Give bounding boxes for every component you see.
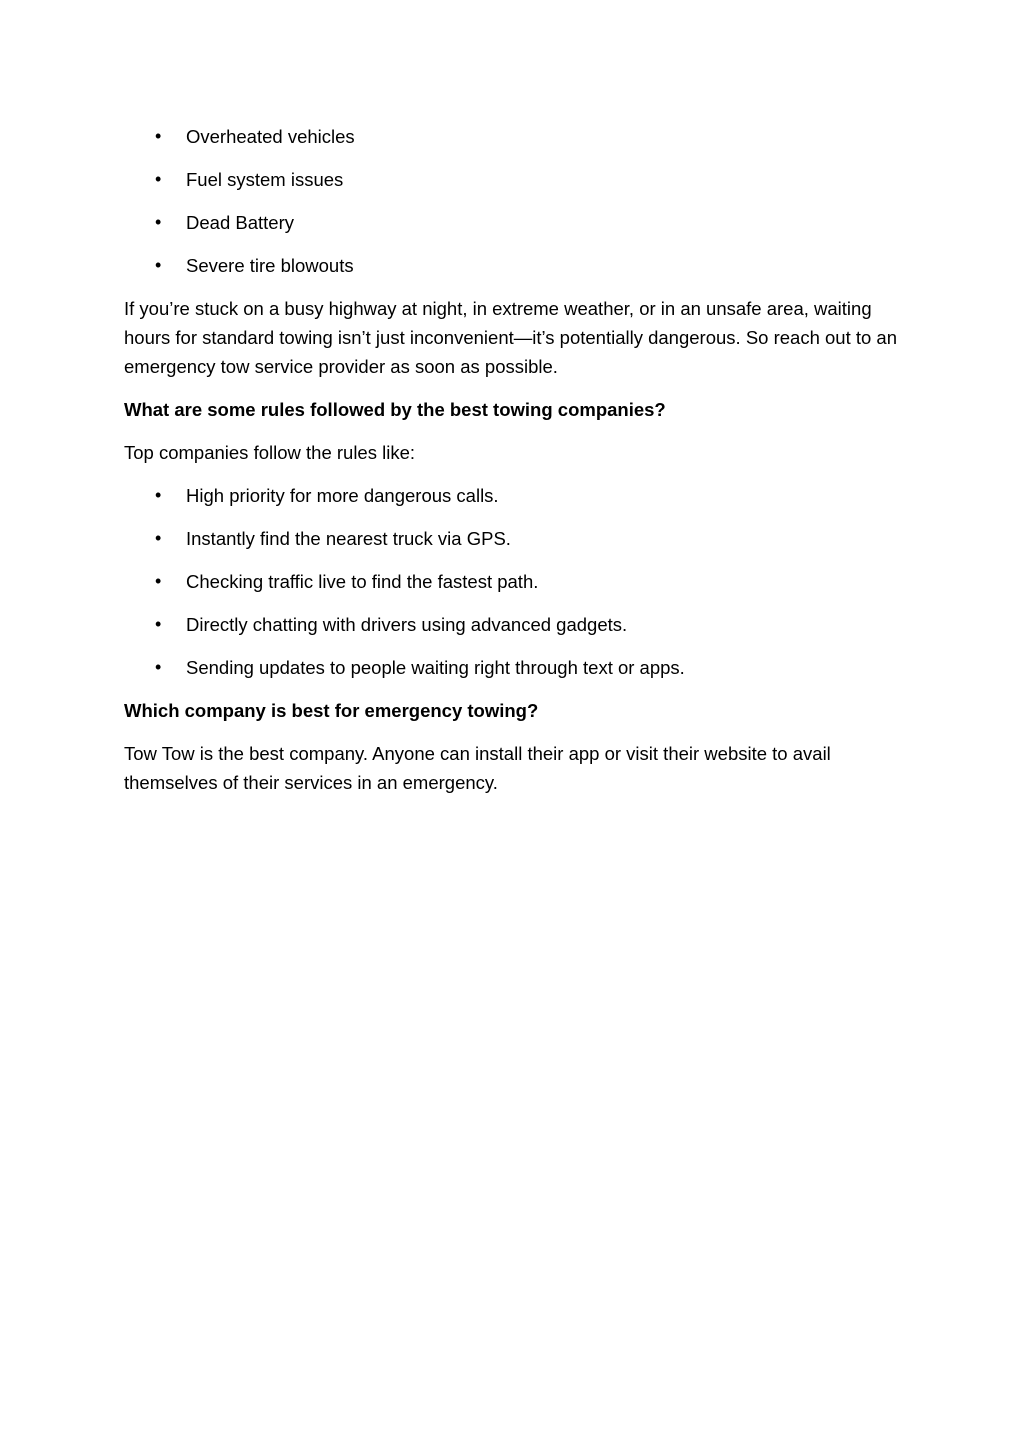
list-item	[124, 122, 904, 151]
danger-paragraph: If you’re stuck on a busy highway at night, in extreme weather, or in an unsafe area, waiting hours for standard towing isn’t just inconvenient—it’s potentially dangerous. So reach out to an emergency tow service provider as soon as possible.	[124, 298, 898, 377]
list-item-text: Sending updates to people waiting right through text or apps.	[186, 657, 685, 678]
list-item	[124, 165, 904, 194]
rules-list	[124, 481, 904, 682]
list-item	[124, 653, 904, 682]
best-company-paragraph: Tow Tow is the best company. Anyone can install their app or visit their website to avail themselves of their services in an emergency.	[124, 743, 831, 793]
document-body	[124, 122, 904, 811]
bullet-icon: •	[155, 255, 162, 275]
bullet-icon: •	[155, 571, 162, 591]
list-item	[124, 481, 904, 510]
list-item-text: High priority for more dangerous calls.	[186, 485, 499, 506]
list-item-text: Overheated vehicles	[186, 126, 355, 147]
list-item-text: Checking traffic live to find the fastest path.	[186, 571, 539, 592]
list-item-text: Instantly find the nearest truck via GPS.	[186, 528, 511, 549]
best-company-heading: Which company is best for emergency towing?	[124, 700, 539, 721]
list-item	[124, 251, 904, 280]
rules-intro: Top companies follow the rules like:	[124, 442, 416, 463]
list-item	[124, 208, 904, 237]
list-item-text: Directly chatting with drivers using advanced gadgets.	[186, 614, 628, 635]
list-item	[124, 524, 904, 553]
list-item	[124, 610, 904, 639]
bullet-icon: •	[155, 169, 162, 189]
bullet-icon: •	[155, 485, 162, 505]
bullet-icon: •	[155, 528, 162, 548]
bullet-icon: •	[155, 212, 162, 232]
list-item-text: Dead Battery	[186, 212, 294, 233]
breakdown-causes-list	[124, 122, 904, 280]
bullet-icon: •	[155, 614, 162, 634]
bullet-icon: •	[155, 126, 162, 146]
rules-heading: What are some rules followed by the best towing companies?	[124, 399, 666, 420]
list-item-text: Fuel system issues	[186, 169, 344, 190]
bullet-icon: •	[155, 657, 162, 677]
list-item-text: Severe tire blowouts	[186, 255, 354, 276]
list-item	[124, 567, 904, 596]
